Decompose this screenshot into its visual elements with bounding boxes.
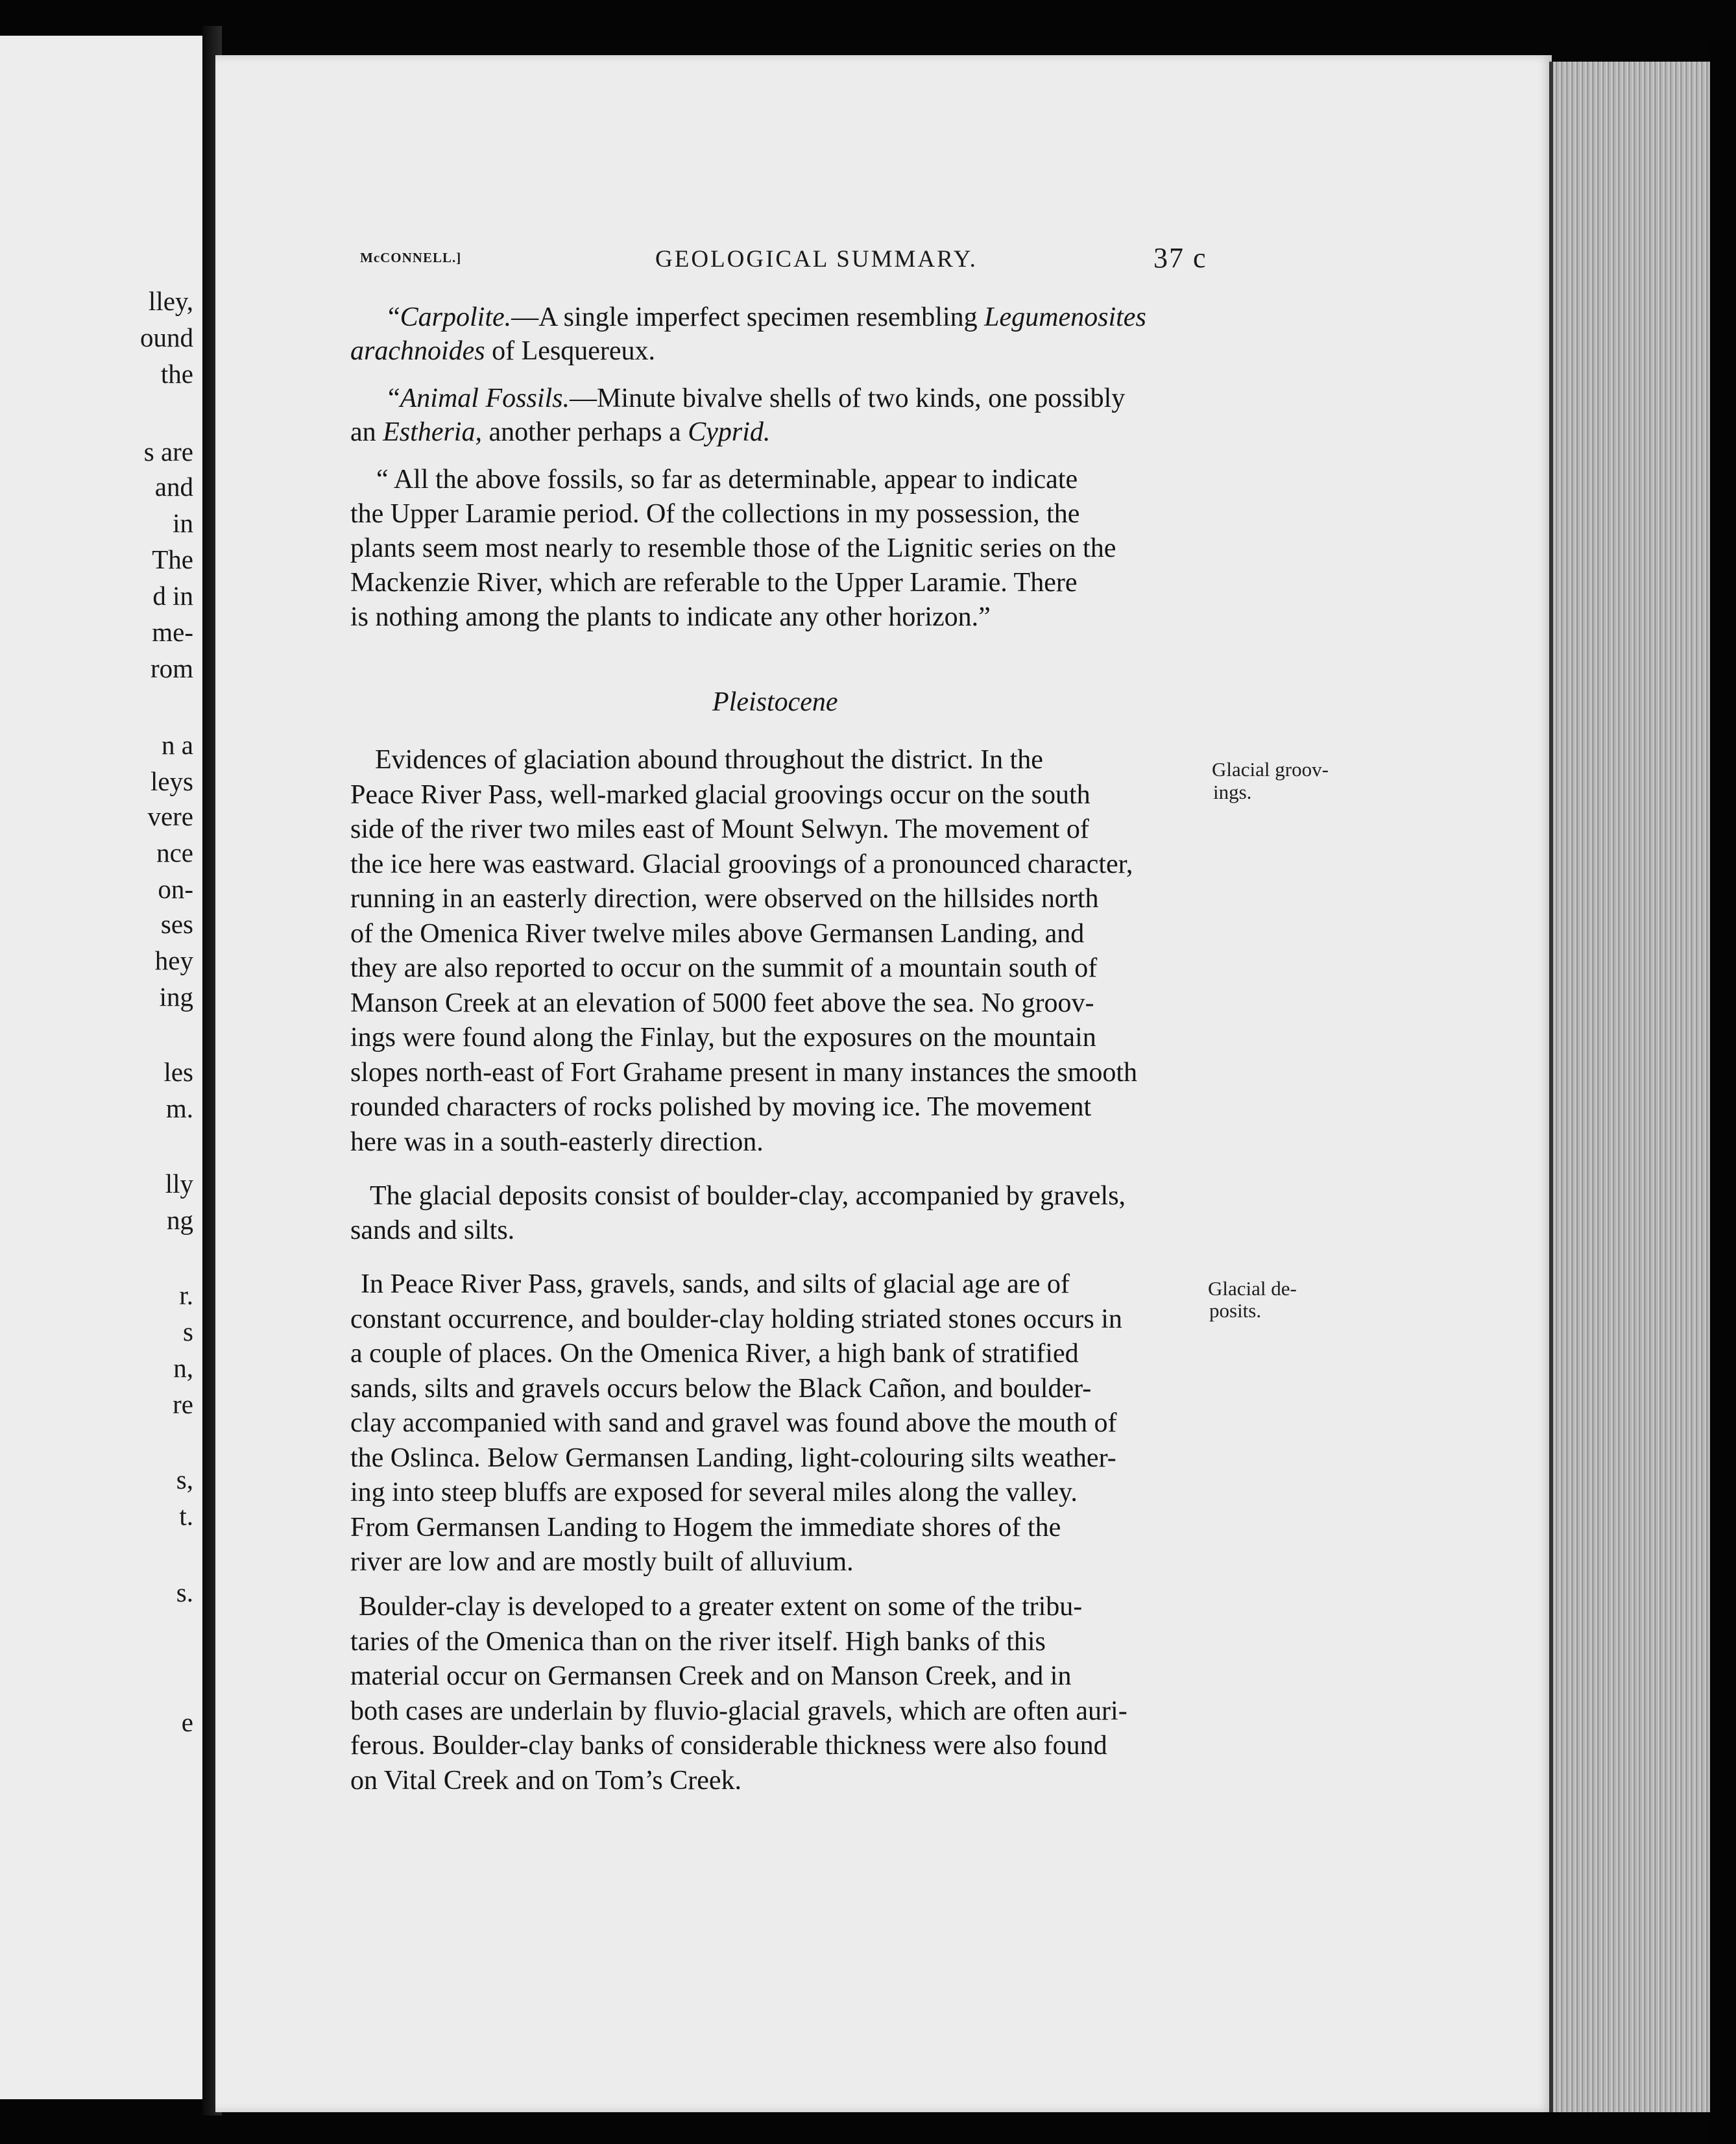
text-line: on Vital Creek and on Tom’s Creek. xyxy=(350,1765,742,1796)
text-line: is nothing among the plants to indicate any other horizon.” xyxy=(350,602,991,632)
carpolite-text: —A single imperfect specimen resembling xyxy=(511,302,978,332)
left-page-fragment-text: in xyxy=(173,508,193,538)
animal-line-2 xyxy=(350,419,770,446)
left-page-fragment-text: les xyxy=(163,1057,193,1087)
text-line: the Oslinca. Below Germansen Landing, light-colouring silts weather- xyxy=(350,1443,1116,1473)
text-line: constant occurrence, and boulder-clay holding striated stones occurs in xyxy=(350,1304,1122,1334)
book-edge-shadow xyxy=(1710,39,1736,2144)
margin-note-deposits-2: posits. xyxy=(1209,1299,1262,1322)
left-page-fragment-text: s xyxy=(183,1317,193,1346)
animal-text-2b: another perhaps a xyxy=(488,417,681,447)
running-head-author: McCONNELL.] xyxy=(360,250,462,265)
left-page-fragment-text: the xyxy=(160,359,193,389)
left-page-fragment-text: e xyxy=(181,1707,193,1737)
carpolite-species-2: arachnoides xyxy=(350,336,485,366)
text-line: The glacial deposits consist of boulder-clay, accompanied by gravels, xyxy=(370,1181,1126,1211)
carpolite-line-2 xyxy=(350,337,655,365)
text-line: of the Omenica River twelve miles above Germansen Landing, and xyxy=(350,918,1085,949)
animal-genus-1: Estheria, xyxy=(383,417,482,447)
left-page-fragment-text: d in xyxy=(152,581,193,611)
text-line: the Upper Laramie period. Of the collections in my possession, the xyxy=(350,499,1080,529)
text-line: ing into steep bluffs are exposed for several miles along the valley. xyxy=(350,1478,1078,1507)
text-line: Boulder-clay is developed to a greater extent on some of the tribu- xyxy=(359,1592,1083,1622)
left-page-fragment-text: s, xyxy=(176,1465,193,1494)
left-page-fragment-text: s are xyxy=(143,437,193,467)
margin-note-groovings-1: Glacial groov- xyxy=(1212,758,1329,781)
left-page-fragment-text: n a xyxy=(162,730,193,760)
text-line: here was in a south-easterly direction. xyxy=(350,1127,764,1157)
text-line: clay accompanied with sand and gravel was found above the mouth of xyxy=(350,1408,1117,1438)
text-line: running in an easterly direction, were observed on the hillsides north xyxy=(350,884,1099,914)
left-page-fragment-text: on- xyxy=(158,874,193,904)
left-page-fragment-text: r. xyxy=(179,1280,193,1310)
quote-mark: “ xyxy=(388,384,400,413)
left-page-fragment-text: ses xyxy=(160,909,193,939)
text-line: river are low and are mostly built of alluvium. xyxy=(350,1547,854,1577)
text-line: “ All the above fossils, so far as determinable, appear to indicate xyxy=(376,465,1078,494)
left-page-fragment-text: re xyxy=(173,1389,193,1419)
text-line: Mackenzie River, which are referable to the Upper Laramie. There xyxy=(350,568,1078,598)
left-page-fragment-text: s. xyxy=(176,1578,193,1607)
left-page-fragment-text: leys xyxy=(150,766,193,796)
page-number: 37 c xyxy=(1153,242,1207,274)
text-line: plants seem most nearly to resemble those of the Lignitic series on the xyxy=(350,533,1116,563)
text-line: taries of the Omenica than on the river itself. High banks of this xyxy=(350,1626,1046,1657)
animal-text: —Minute bivalve shells of two kinds, one possibly xyxy=(570,384,1126,413)
text-line: sands, silts and gravels occurs below the Black Cañon, and boulder- xyxy=(350,1373,1092,1404)
left-page-fragment-text: lly xyxy=(165,1169,193,1199)
left-page-fragment-text: t. xyxy=(179,1501,193,1531)
text-line: Manson Creek at an elevation of 5000 feet above the sea. No groov- xyxy=(350,988,1094,1018)
left-page-fragment-text: m. xyxy=(165,1093,193,1123)
text-line: Evidences of glaciation abound throughout the district. In the xyxy=(375,745,1043,775)
left-page-fragment-text: The xyxy=(152,544,193,574)
text-line: ferous. Boulder-clay banks of considerable thickness were also found xyxy=(350,1731,1107,1760)
left-page-fragment-text: ng xyxy=(167,1205,193,1235)
animal-text-2a: an xyxy=(350,417,376,447)
margin-note-groovings-2: ings. xyxy=(1213,781,1252,803)
text-line: ings were found along the Finlay, but the exposures on the mountain xyxy=(350,1023,1096,1053)
text-line: both cases are underlain by fluvio-glacial gravels, which are often auri- xyxy=(350,1696,1127,1726)
section-heading: Pleistocene xyxy=(712,687,838,717)
carpolite-line-1 xyxy=(388,304,1146,331)
left-page-fragment-text: rom xyxy=(150,653,193,683)
text-line: rounded characters of rocks polished by moving ice. The movement xyxy=(350,1092,1092,1122)
text-line: From Germansen Landing to Hogem the immediate shores of the xyxy=(350,1512,1061,1542)
left-page-fragment-text: n, xyxy=(173,1353,193,1383)
text-line: slopes north-east of Fort Grahame present in many instances the smooth xyxy=(350,1057,1138,1088)
text-line: side of the river two miles east of Mount Selwyn. The movement of xyxy=(350,814,1089,844)
left-page-fragment-text: me- xyxy=(152,617,193,647)
carpolite-term: Carpolite. xyxy=(400,302,512,332)
margin-note-deposits-1: Glacial de- xyxy=(1208,1277,1297,1300)
animal-genus-2: Cyprid. xyxy=(688,417,771,447)
text-line: Peace River Pass, well-marked glacial groovings occur on the south xyxy=(350,779,1091,810)
left-page-fragment-text: hey xyxy=(154,945,193,975)
animal-term: Animal Fossils. xyxy=(400,384,570,413)
animal-line-1 xyxy=(388,385,1125,412)
left-page-fragment-text: and xyxy=(154,472,193,502)
carpolite-text-2: of Lesquereux. xyxy=(492,336,656,366)
left-page-fragment-text: lley, xyxy=(148,286,193,316)
left-page-fragment-text: nce xyxy=(156,838,193,868)
left-page-fragment-text: vere xyxy=(147,801,193,831)
running-head-title: GEOLOGICAL SUMMARY. xyxy=(655,246,978,273)
text-line: a couple of places. On the Omenica River, a high bank of stratified xyxy=(350,1339,1079,1369)
text-line: sands and silts. xyxy=(350,1215,515,1245)
left-page-fragment-text: ound xyxy=(140,323,193,352)
page-edges xyxy=(1549,62,1714,2112)
left-page-fragment-text: ing xyxy=(159,982,193,1012)
left-page-fragment xyxy=(0,36,208,2099)
text-line: In Peace River Pass, gravels, sands, and silts of glacial age are of xyxy=(361,1269,1070,1299)
quote-mark: “ xyxy=(388,302,400,332)
text-line: material occur on Germansen Creek and on Manson Creek, and in xyxy=(350,1661,1072,1691)
text-line: they are also reported to occur on the summit of a mountain south of xyxy=(350,953,1098,983)
carpolite-species: Legumenosites xyxy=(984,302,1146,332)
text-line: the ice here was eastward. Glacial groovings of a pronounced character, xyxy=(350,849,1133,879)
